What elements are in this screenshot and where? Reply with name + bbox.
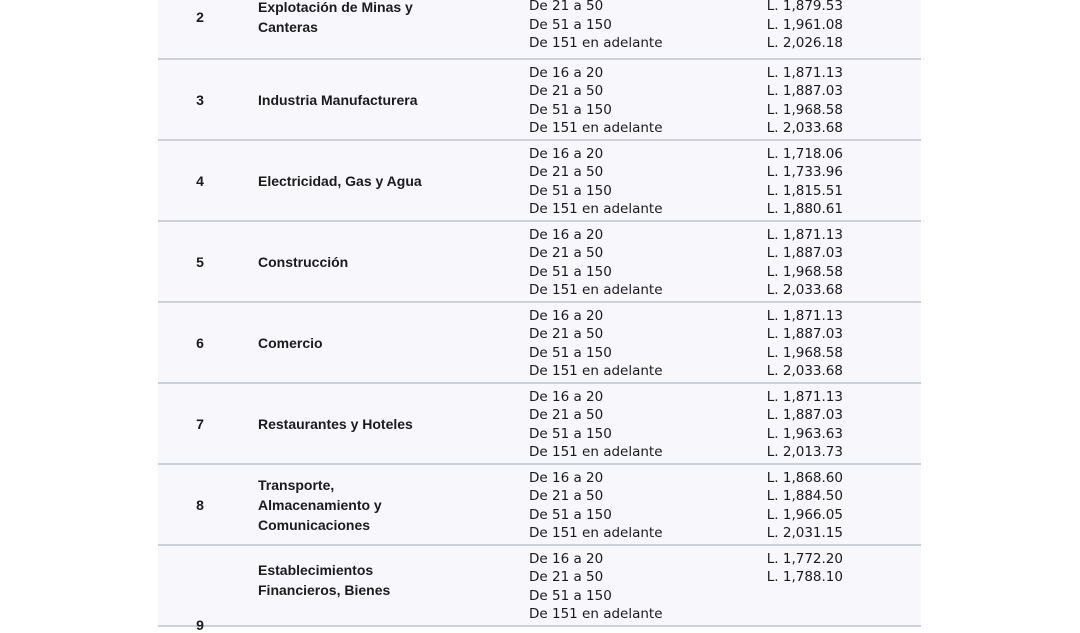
- wage-amounts: [767, 469, 843, 542]
- range-cell: De 151 en adelante: [529, 34, 663, 51]
- amount-cell: L. 2,013.73: [766, 443, 843, 460]
- amount-cell: L. 1,968.58: [766, 101, 843, 118]
- amount-cell: L. 1,718.06: [766, 146, 843, 162]
- range-cell: De 51 a 150: [529, 101, 612, 118]
- range-cell: De 151 en adelante: [529, 605, 663, 622]
- range-cell: De 21 a 50: [529, 245, 604, 262]
- range-cell: De 151 en adelante: [529, 362, 663, 379]
- employee-ranges: [529, 388, 663, 461]
- amount-cell: L. 1,880.61: [766, 200, 843, 217]
- row-number: 6: [196, 334, 204, 351]
- range-cell: De 16 a 20: [529, 389, 604, 405]
- range-cell: De 16 a 20: [529, 146, 604, 162]
- row-number: 7: [196, 415, 204, 432]
- sector-name: Establecimientos Financieros, Bienes: [258, 562, 391, 598]
- amount-cell: L. 2,031.15: [766, 524, 843, 541]
- amount-cell: L. 1,963.63: [766, 425, 843, 442]
- amount-cell: L. 1,887.03: [766, 326, 843, 343]
- employee-ranges: [529, 0, 663, 52]
- amount-cell: L. 1,879.53: [766, 0, 843, 15]
- range-cell: De 51 a 150: [529, 344, 612, 361]
- range-cell: De 151 en adelante: [529, 281, 663, 298]
- row-number: 9: [196, 617, 204, 633]
- range-cell: De 51 a 150: [529, 16, 612, 33]
- range-cell: De 51 a 150: [529, 263, 612, 280]
- sector-name: Explotación de Minas y Canteras: [258, 0, 413, 35]
- amount-cell: L. 1,772.20: [766, 551, 843, 567]
- sector-name: Construcción: [258, 253, 349, 270]
- amount-cell: L. 1,884.50: [766, 488, 843, 505]
- range-cell: De 16 a 20: [529, 227, 604, 243]
- range-cell: De 16 a 20: [529, 551, 604, 567]
- range-cell: De 151 en adelante: [529, 200, 663, 217]
- range-cell: De 51 a 150: [529, 506, 612, 523]
- wage-amounts: [767, 307, 843, 380]
- amount-cell: L. 1,815.51: [766, 182, 843, 199]
- range-cell: De 21 a 50: [529, 407, 604, 424]
- amount-cell: L. 2,033.68: [766, 281, 843, 298]
- amount-cell: L. 1,966.05: [766, 506, 843, 523]
- amount-cell: L. 1,887.03: [766, 245, 843, 262]
- row-number: 2: [196, 8, 204, 25]
- sector-name: Industria Manufacturera: [258, 91, 418, 108]
- employee-ranges: [529, 145, 663, 218]
- range-cell: De 151 en adelante: [529, 119, 663, 136]
- sector-name: Restaurantes y Hoteles: [258, 415, 413, 432]
- amount-cell: L. 1,868.60: [766, 470, 843, 486]
- range-cell: De 151 en adelante: [529, 443, 663, 460]
- amount-cell: L. 1,968.58: [766, 344, 843, 361]
- wage-amounts: [767, 0, 843, 52]
- sector-name: Electricidad, Gas y Agua: [258, 172, 422, 189]
- amount-cell: L. 1,968.58: [766, 263, 843, 280]
- employee-ranges: [529, 307, 663, 380]
- amount-cell: L. 1,887.03: [766, 407, 843, 424]
- table-row: [158, 384, 921, 465]
- table-row: [158, 0, 921, 60]
- row-number: 5: [196, 253, 204, 270]
- amount-cell: L. 1,887.03: [766, 83, 843, 100]
- table-row: [158, 141, 921, 222]
- range-cell: De 21 a 50: [529, 164, 604, 181]
- wage-table: [158, 0, 921, 633]
- amount-cell: L. 1,871.13: [766, 389, 843, 405]
- employee-ranges: [529, 550, 663, 623]
- employee-ranges: [529, 64, 663, 137]
- range-cell: De 16 a 20: [529, 308, 604, 324]
- wage-amounts: [767, 64, 843, 137]
- table-row: [158, 60, 921, 141]
- amount-cell: L. 2,033.68: [766, 362, 843, 379]
- range-cell: De 16 a 20: [529, 65, 604, 81]
- wage-amounts: [767, 388, 843, 461]
- range-cell: De 21 a 50: [529, 569, 604, 586]
- row-number: 3: [196, 91, 204, 108]
- row-number: 8: [196, 496, 204, 513]
- amount-cell: L. 1,788.10: [766, 569, 843, 586]
- amount-cell: L. 2,026.18: [766, 34, 843, 51]
- range-cell: De 16 a 20: [529, 470, 604, 486]
- wage-amounts: [767, 550, 843, 587]
- table-row: [158, 303, 921, 384]
- sector-name: Transporte, Almacenamiento y Comunicaciones: [258, 476, 382, 533]
- table-row: [158, 546, 921, 633]
- row-number: 4: [196, 172, 204, 189]
- range-cell: De 151 en adelante: [529, 524, 663, 541]
- amount-cell: L. 1,871.13: [766, 227, 843, 243]
- range-cell: De 51 a 150: [529, 425, 612, 442]
- amount-cell: L. 1,961.08: [766, 16, 843, 33]
- amount-cell: L. 1,871.13: [766, 65, 843, 81]
- employee-ranges: [529, 226, 663, 299]
- employee-ranges: [529, 469, 663, 542]
- amount-cell: L. 1,733.96: [766, 164, 843, 181]
- table-row: [158, 465, 921, 546]
- wage-amounts: [767, 226, 843, 299]
- range-cell: De 21 a 50: [529, 0, 604, 15]
- amount-cell: L. 1,871.13: [766, 308, 843, 324]
- wage-amounts: [767, 145, 843, 218]
- range-cell: De 51 a 150: [529, 587, 612, 604]
- range-cell: De 21 a 50: [529, 326, 604, 343]
- range-cell: De 51 a 150: [529, 182, 612, 199]
- table-row: [158, 222, 921, 303]
- amount-cell: L. 2,033.68: [766, 119, 843, 136]
- range-cell: De 21 a 50: [529, 83, 604, 100]
- range-cell: De 21 a 50: [529, 488, 604, 505]
- sector-name: Comercio: [258, 334, 323, 351]
